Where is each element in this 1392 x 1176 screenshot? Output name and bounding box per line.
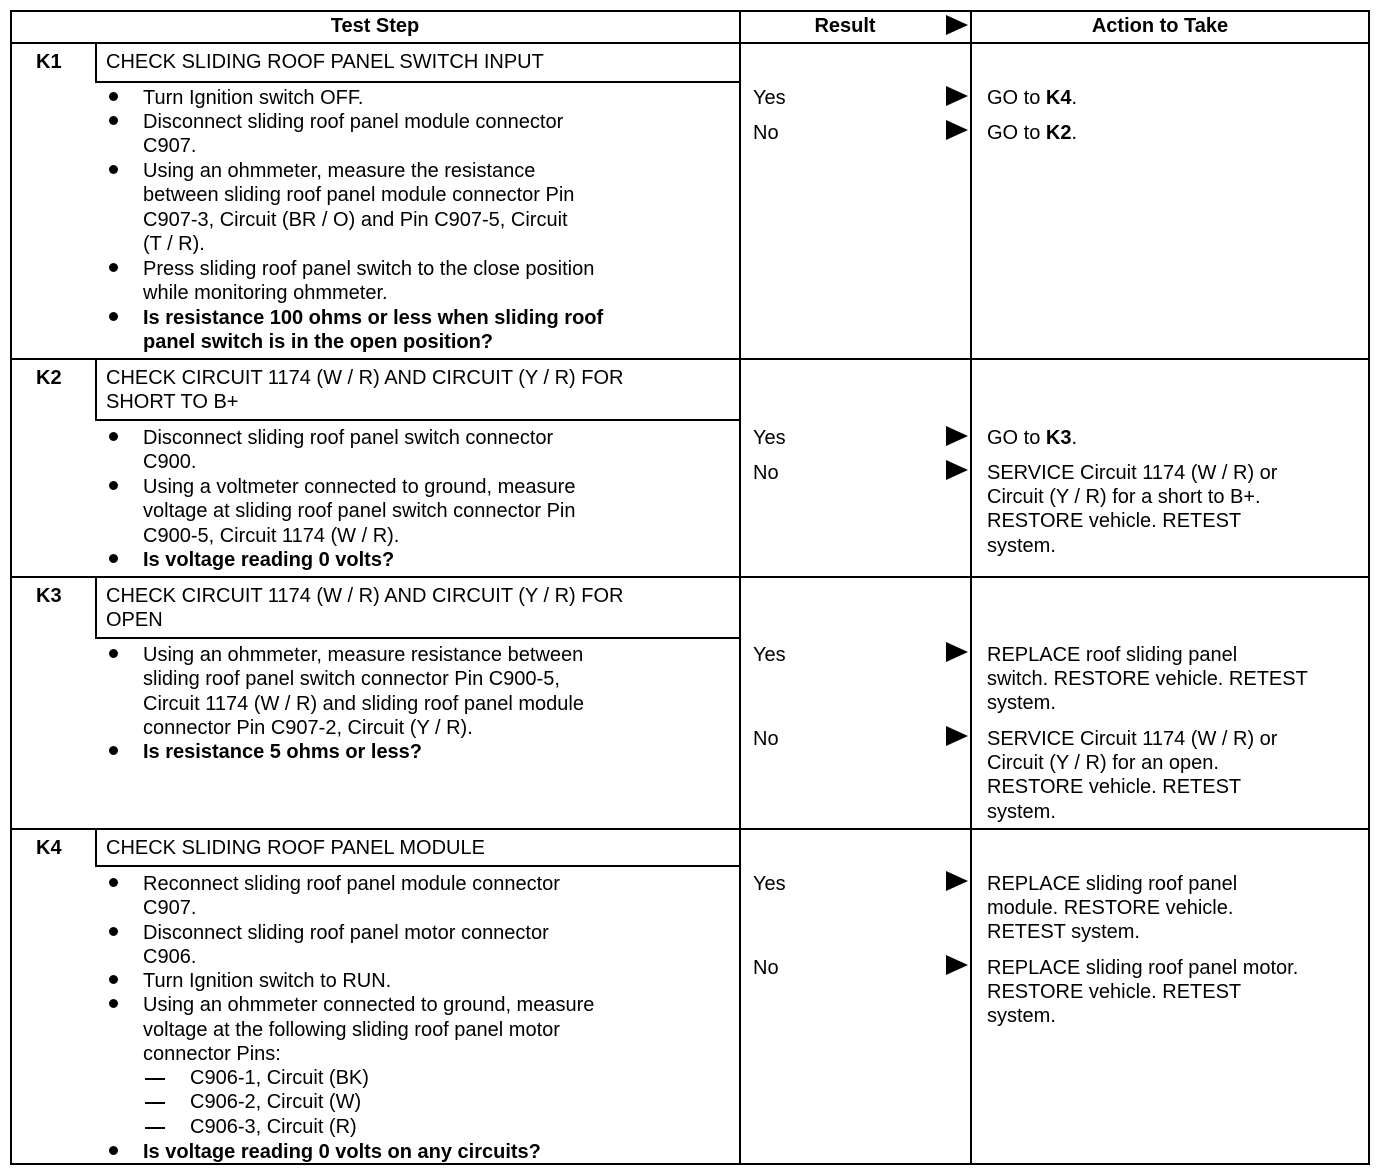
action-text: system. [987,801,1056,823]
title-underline-k4 [95,865,741,867]
header-arrow-icon [946,15,968,35]
result-no: No [753,728,779,750]
column-divider-result [739,10,741,1164]
bullet-text: sliding roof panel switch connector Pin C900-5, [143,668,560,690]
result-no: No [753,957,779,979]
action-text: system. [987,1005,1056,1027]
bullet-question: panel switch is in the open position? [143,331,494,353]
bullet-text: Disconnect sliding roof panel switch connector [143,427,554,449]
action-text: GO to K2. [987,122,1078,144]
action-text: GO to K4. [987,87,1078,109]
sub-dash [145,1102,165,1104]
step-id-k3: K3 [36,585,62,607]
bullet-text: voltage at the following sliding roof panel motor [143,1019,560,1041]
step-title-k2: CHECK CIRCUIT 1174 (W / R) AND CIRCUIT (Y / R) FOR [106,367,624,389]
step-title-k4: CHECK SLIDING ROOF PANEL MODULE [106,837,485,859]
step-id-divider-k2 [95,360,97,420]
step-id-divider-k3 [95,578,97,638]
arrow-icon [946,120,968,140]
action-text: module. RESTORE vehicle. [987,897,1234,919]
result-no: No [753,462,779,484]
title-underline-k2 [95,419,741,421]
bullet-text: Using an ohmmeter, measure resistance between [143,644,584,666]
result-no: No [753,122,779,144]
step-title-k2: SHORT TO B+ [106,391,239,413]
column-divider-action [970,10,972,1164]
bullet-dot [109,432,118,441]
action-text: Circuit (Y / R) for a short to B+. [987,486,1261,508]
bullet-dot [109,481,118,490]
step-id-k1: K1 [36,51,62,73]
bullet-text: (T / R). [143,233,205,255]
bullet-question: Is resistance 5 ohms or less? [143,741,423,763]
section-divider-k3 [10,576,1370,578]
bullet-dot [109,116,118,125]
action-text: GO to K3. [987,427,1078,449]
sub-item: C906-3, Circuit (R) [190,1116,357,1138]
step-id-divider-k1 [95,44,97,82]
action-text: RESTORE vehicle. RETEST [987,510,1242,532]
action-text: system. [987,692,1056,714]
table-border-top [10,10,1370,12]
bullet-text: C907-3, Circuit (BR / O) and Pin C907-5, Circuit [143,209,568,231]
bullet-question: Is voltage reading 0 volts on any circuits? [143,1141,541,1163]
step-title-k3: CHECK CIRCUIT 1174 (W / R) AND CIRCUIT (Y / R) FOR [106,585,624,607]
bullet-text: Disconnect sliding roof panel motor connector [143,922,549,944]
bullet-dot [109,746,118,755]
result-yes: Yes [753,427,786,449]
header-action: Action to Take [1091,15,1229,37]
bullet-text: Circuit 1174 (W / R) and sliding roof panel module [143,693,584,715]
bullet-text: Disconnect sliding roof panel module connector [143,111,564,133]
bullet-text: Using an ohmmeter connected to ground, measure [143,994,595,1016]
result-yes: Yes [753,644,786,666]
action-text: REPLACE sliding roof panel motor. [987,957,1299,979]
arrow-icon [946,460,968,480]
bullet-dot [109,92,118,101]
action-text: RESTORE vehicle. RETEST [987,776,1242,798]
bullet-dot [109,1146,118,1155]
arrow-icon [946,86,968,106]
bullet-text: C907. [143,897,197,919]
bullet-dot [109,649,118,658]
action-text: RESTORE vehicle. RETEST [987,981,1242,1003]
bullet-dot [109,263,118,272]
arrow-icon [946,955,968,975]
result-yes: Yes [753,873,786,895]
bullet-text: C906. [143,946,197,968]
bullet-text: while monitoring ohmmeter. [143,282,388,304]
action-text: system. [987,535,1056,557]
bullet-text: Using an ohmmeter, measure the resistance [143,160,536,182]
table-border-header [10,42,1370,44]
bullet-text: Turn Ignition switch to RUN. [143,970,392,992]
section-divider-k4 [10,828,1370,830]
step-title-k3: OPEN [106,609,163,631]
bullet-text: between sliding roof panel module connector Pin [143,184,575,206]
step-id-divider-k4 [95,830,97,866]
header-result: Result [814,15,876,37]
bullet-text: voltage at sliding roof panel switch connector Pin [143,500,576,522]
result-yes: Yes [753,87,786,109]
bullet-text: Using a voltmeter connected to ground, measure [143,476,576,498]
bullet-question: Is voltage reading 0 volts? [143,549,395,571]
bullet-dot [109,165,118,174]
bullet-text: connector Pin C907-2, Circuit (Y / R). [143,717,473,739]
action-text: RETEST system. [987,921,1140,943]
arrow-icon [946,871,968,891]
sub-item: C906-2, Circuit (W) [190,1091,362,1113]
section-divider-k2 [10,358,1370,360]
action-text: SERVICE Circuit 1174 (W / R) or [987,462,1278,484]
sub-dash [145,1127,165,1129]
bullet-text: Turn Ignition switch OFF. [143,87,364,109]
bullet-question: Is resistance 100 ohms or less when sliding roof [143,307,604,329]
arrow-icon [946,726,968,746]
sub-dash [145,1078,165,1080]
bullet-text: Reconnect sliding roof panel module connector [143,873,560,895]
bullet-dot [109,878,118,887]
sub-item: C906-1, Circuit (BK) [190,1067,369,1089]
step-id-k2: K2 [36,367,62,389]
title-underline-k3 [95,637,741,639]
bullet-text: C907. [143,135,197,157]
bullet-text: Press sliding roof panel switch to the close position [143,258,595,280]
bullet-dot [109,927,118,936]
bullet-dot [109,312,118,321]
bullet-text: C900-5, Circuit 1174 (W / R). [143,525,400,547]
action-text: Circuit (Y / R) for an open. [987,752,1219,774]
arrow-icon [946,426,968,446]
header-test-step: Test Step [330,15,420,37]
action-text: SERVICE Circuit 1174 (W / R) or [987,728,1278,750]
bullet-dot [109,999,118,1008]
bullet-dot [109,554,118,563]
step-id-k4: K4 [36,837,62,859]
bullet-text: C900. [143,451,197,473]
action-text: switch. RESTORE vehicle. RETEST [987,668,1308,690]
table-border-left [10,10,12,1164]
step-title-k1: CHECK SLIDING ROOF PANEL SWITCH INPUT [106,51,544,73]
bullet-text: connector Pins: [143,1043,281,1065]
arrow-icon [946,642,968,662]
bullet-dot [109,975,118,984]
table-border-right [1368,10,1370,1164]
title-underline-k1 [95,81,741,83]
action-text: REPLACE roof sliding panel [987,644,1238,666]
action-text: REPLACE sliding roof panel [987,873,1238,895]
